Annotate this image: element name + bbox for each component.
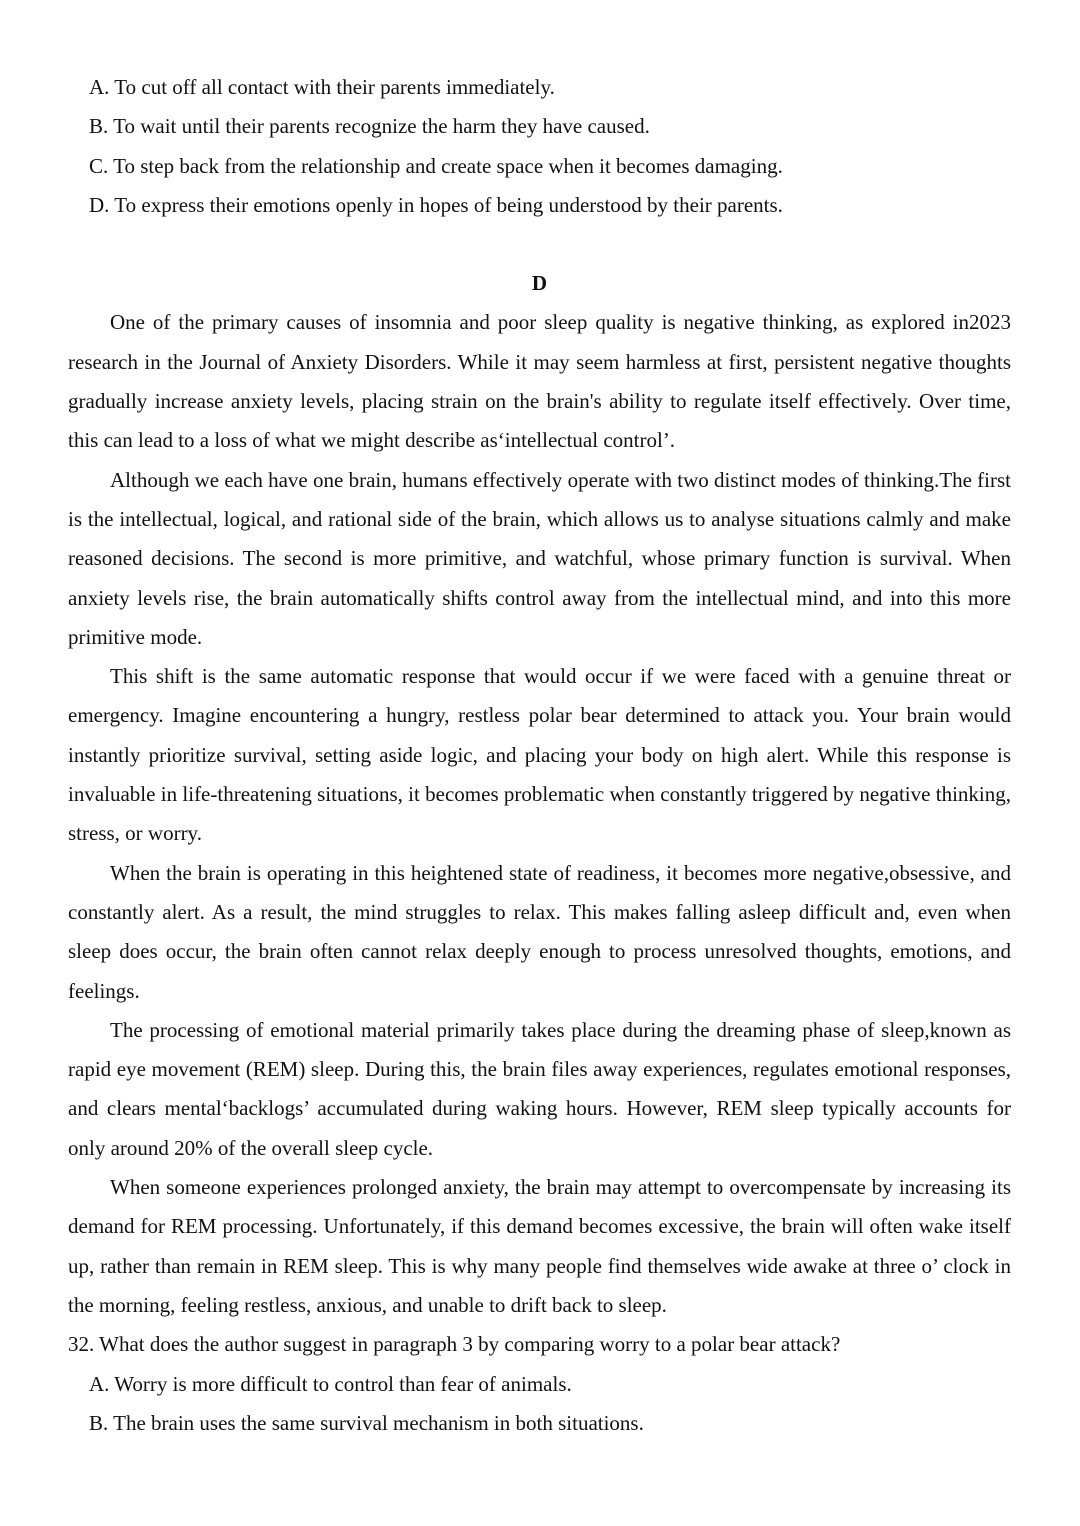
paragraph-5: The processing of emotional material primarily takes place during the dreaming phase of sleep,known as rapid eye movement (REM) sleep. During this, the brain files away experiences, regulates emotional responses, and clears mental‘backlogs’ accumulated during waking hours. However, REM sleep typically accounts for only around 20% of the overall sleep cycle. (68, 1017, 1011, 1160)
paragraph-6: When someone experiences prolonged anxiety, the brain may attempt to overcompensate by increasing its demand for REM processing. Unfortunately, if this demand becomes excessive, the brain will often wake itself up, rather than remain in REM sleep. This is why many people find themselves wide awake at three o’ clock in the morning, feeling restless, anxious, and unable to drift back to sleep. (68, 1175, 1011, 1317)
document-page (68, 68, 1011, 1443)
paragraph-1: One of the primary causes of insomnia and poor sleep quality is negative thinking, as explored in2023 research in the Journal of Anxiety Disorders. While it may seem harmless at first, persistent negative thoughts gradually increase anxiety levels, placing strain on the brain's ability to regulate itself effectively. Over time, this can lead to a loss of what we might describe as‘intellectual control’. (68, 310, 1011, 453)
paragraph-4: When the brain is operating in this heightened state of readiness, it becomes more negative,obsessive, and constantly alert. As a result, the mind struggles to relax. This makes falling asleep difficult and, even when sleep does occur, the brain often cannot relax deeply enough to process unresolved thoughts, emotions, and feelings. (68, 860, 1011, 1003)
prev-option-a: A. To cut off all contact with their parents immediately. (89, 75, 555, 99)
section-title: D (531, 271, 548, 296)
paragraph-2: Although we each have one brain, humans effectively operate with two distinct modes of thinking.The first is the intellectual, logical, and rational side of the brain, which allows us to analyse situations calmly and make reasoned decisions. The second is more primitive, and watchful, whose primary function is survival. When anxiety levels rise, the brain automatically shifts control away from the intellectual mind, and into this more primitive mode. (68, 467, 1011, 649)
question-32-option-a: A. Worry is more difficult to control than fear of animals. (89, 1371, 572, 1396)
question-32-stem: 32. What does the author suggest in paragraph 3 by comparing worry to a polar bear attack? (68, 1332, 841, 1357)
prev-option-c: C. To step back from the relationship and create space when it becomes damaging. (89, 153, 783, 178)
paragraph-3: This shift is the same automatic response that would occur if we were faced with a genuine threat or emergency. Imagine encountering a hungry, restless polar bear determined to attack you. Your brain would instantly prioritize survival, setting aside logic, and placing your body on high alert. While this response is invaluable in life-threatening situations, it becomes problematic when constantly triggered by negative thinking, stress, or worry. (68, 664, 1011, 846)
question-32-option-b: B. The brain uses the same survival mechanism in both situations. (89, 1410, 644, 1435)
prev-option-d: D. To express their emotions openly in hopes of being understood by their parents. (89, 192, 783, 217)
prev-option-b: B. To wait until their parents recognize the harm they have caused. (89, 114, 650, 139)
